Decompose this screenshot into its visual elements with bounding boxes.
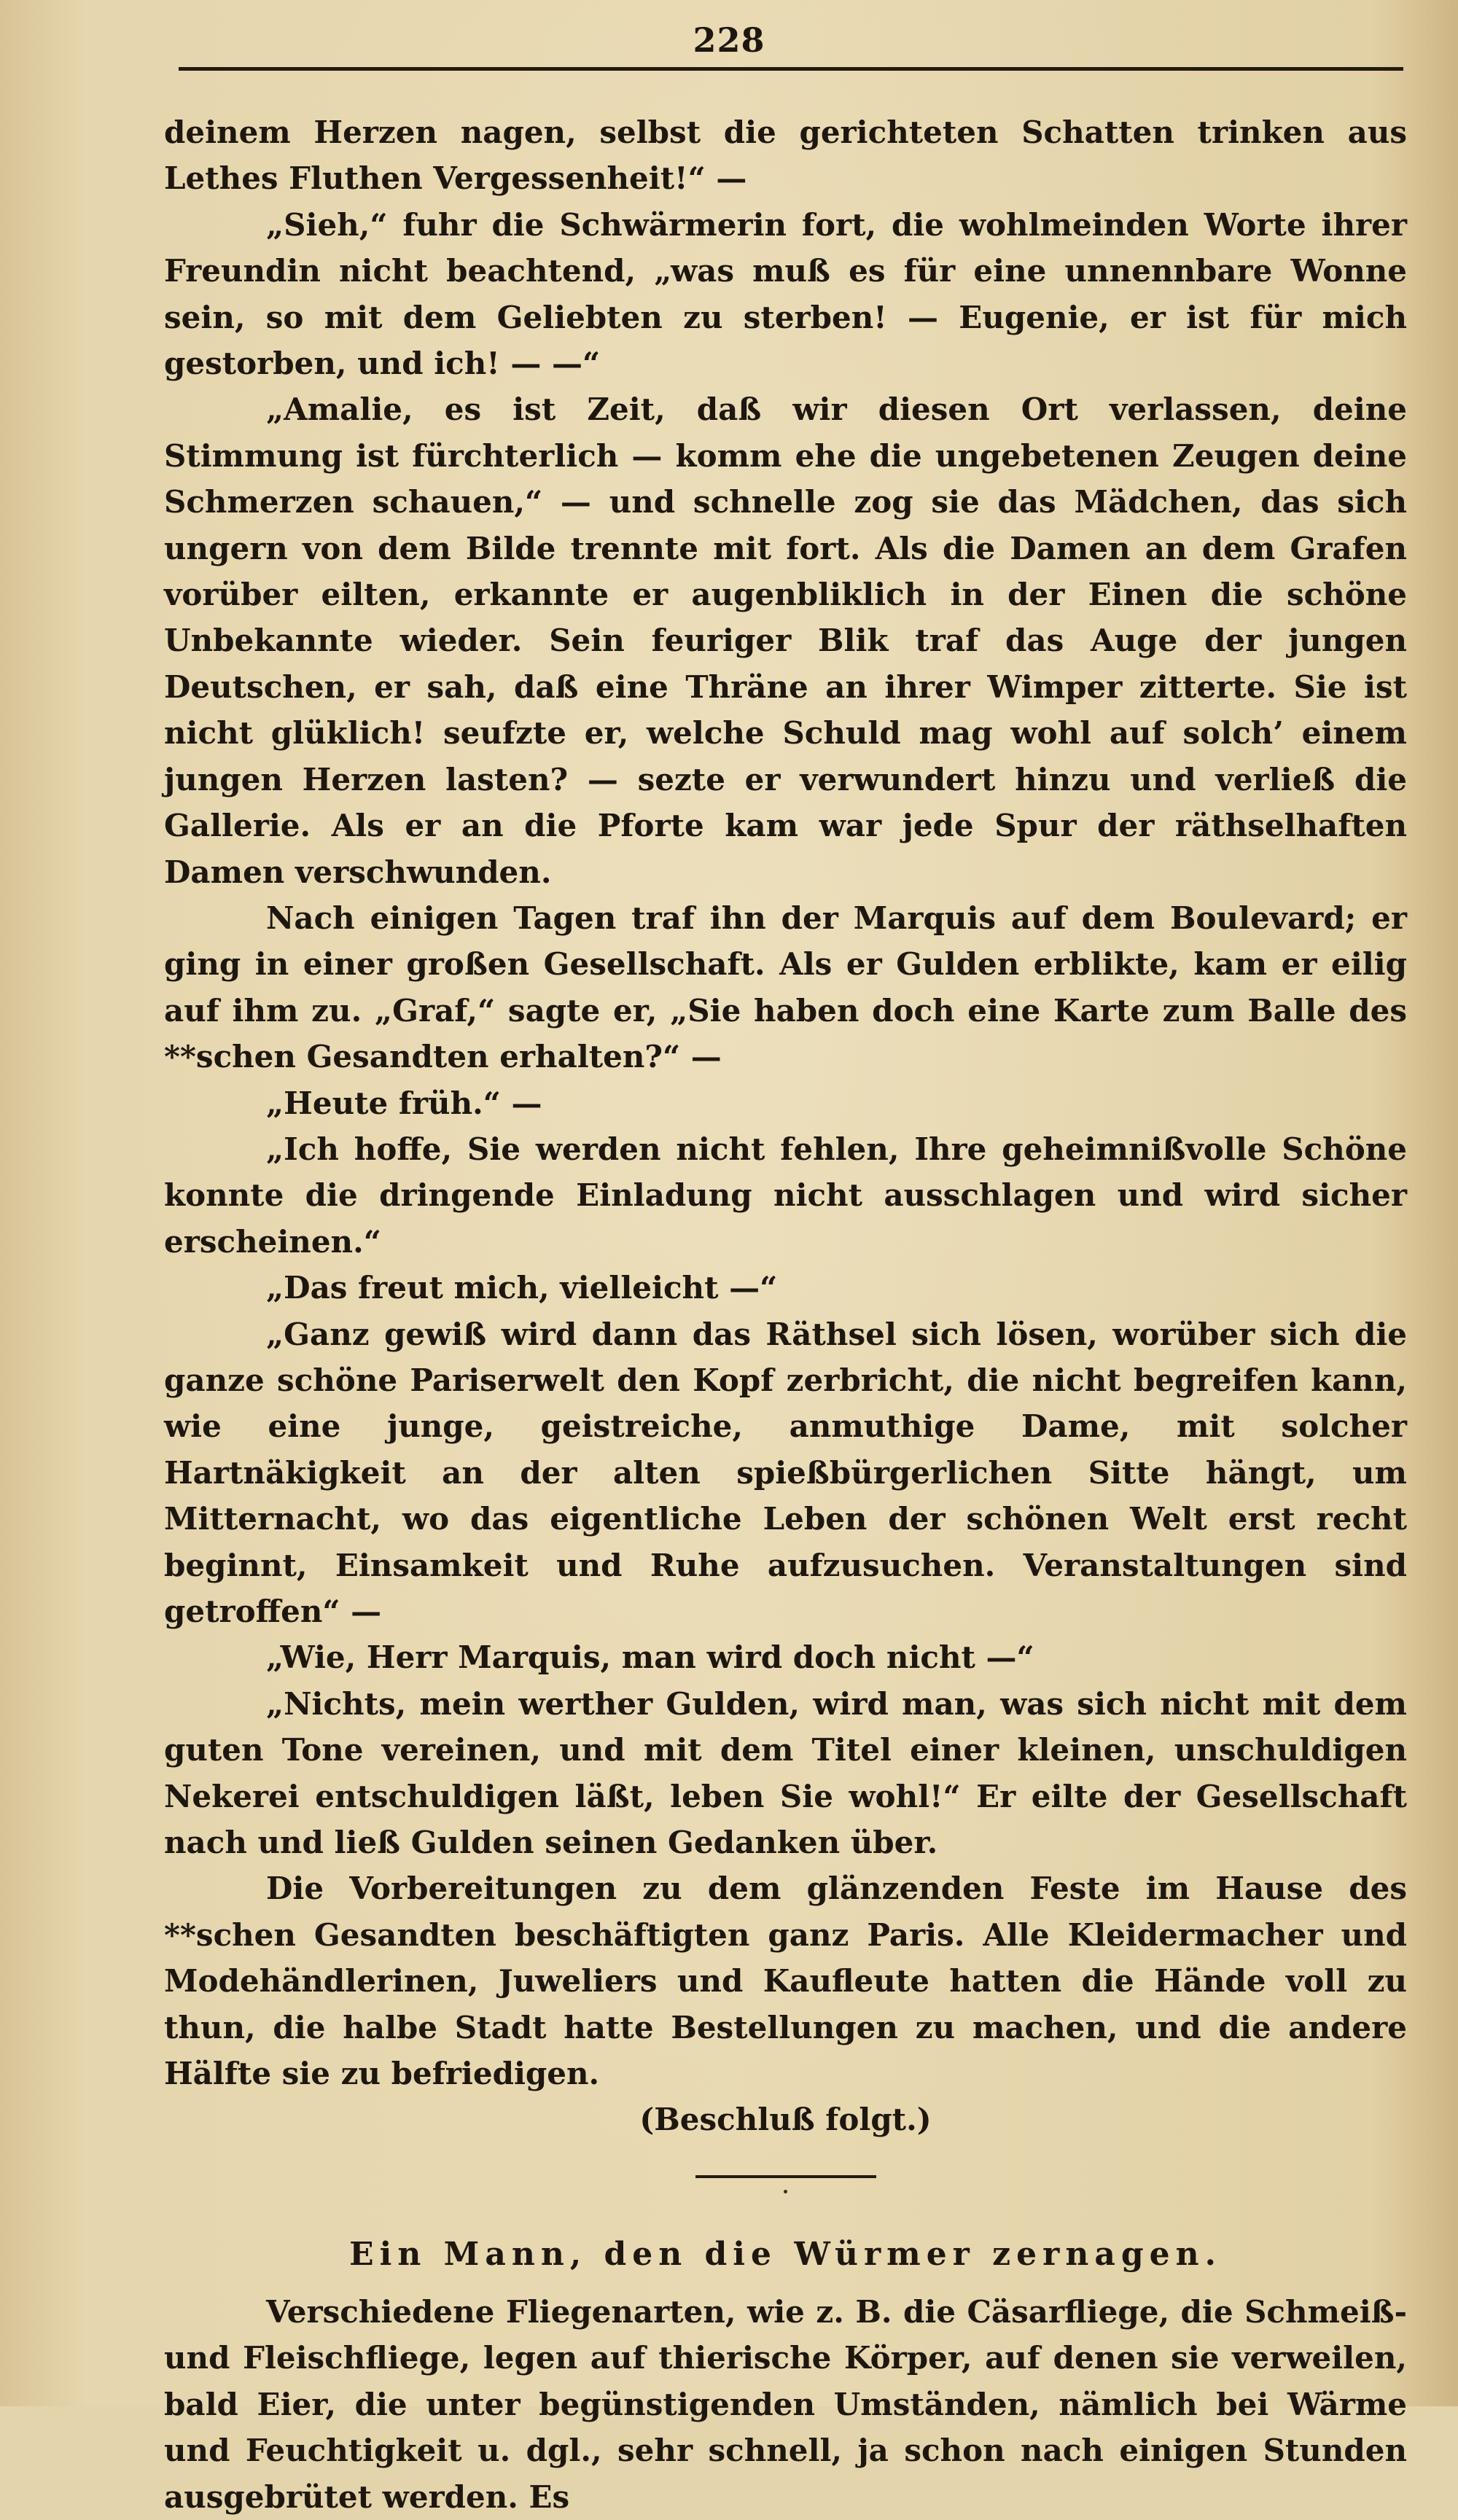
- paragraph-heute-frueh: „Heute früh.“ —: [266, 1085, 542, 1121]
- paragraph-ich-hoffe: „Ich hoffe, Sie werden nicht fehlen, Ihre geheimnißvolle Schöne konnte die dringende Einladung nicht ausschlagen und wird sicher erscheinen.“: [164, 1131, 1407, 1260]
- paragraph-nichts: „Nichts, mein werther Gulden, wird man, was sich nicht mit dem guten Tone vereinen, und mit dem Titel einer kleinen, unschuldigen Nekerei entschuldigen läßt, leben Sie wohl!“ Er eilte der Gesellschaft nach und ließ Gulden seinen Gedanken über.: [164, 1685, 1407, 1861]
- separator-dot: [784, 2190, 787, 2193]
- header-rule: [179, 67, 1403, 71]
- paragraph-continuation: deinem Herzen nagen, selbst die gerichteten Schatten trinken aus Lethes Fluthen Vergessenheit!“ —: [164, 114, 1407, 197]
- section-separator: [695, 2175, 876, 2178]
- paragraph-fliegenarten: Verschiedene Fliegenarten, wie z. B. die Cäsarfliege, die Schmeiß- und Fleischfliege, legen auf thierische Körper, auf denen sie verweilen, bald Eier, die unter begünstigenden Umständen, nämlich bei Wärme und Feuchtigkeit u. dgl., sehr schnell, ja schon nach einigen Stunden ausgebrütet werden. Es: [164, 2293, 1407, 2515]
- paragraph-boulevard: Nach einigen Tagen traf ihn der Marquis auf dem Boulevard; er ging in einer großen Gesellschaft. Als er Gulden erblikte, kam er eilig auf ihm zu. „Graf,“ sagte er, „Sie haben doch eine Karte zum Balle des **schen Gesandten erhalten?“ —: [164, 900, 1407, 1075]
- page-body: [164, 109, 1407, 2520]
- continued-note: (Beschluß folgt.): [639, 2102, 932, 2138]
- page-number: 228: [693, 20, 765, 60]
- paragraph-sieh: „Sieh,“ fuhr die Schwärmerin fort, die wohlmeinden Worte ihrer Freundin nicht beachtend, „was muß es für eine unnennbare Wonne sein, so mit dem Geliebten zu sterben! — Eugenie, er ist für mich gestorben, und ich! — —“: [164, 206, 1407, 382]
- paragraph-vorbereitungen: Die Vorbereitungen zu dem glänzenden Feste im Hause des **schen Gesandten beschäftigten ganz Paris. Alle Kleidermacher und Modehändlerinen, Juweliers und Kaufleute hatten die Hände voll zu thun, die halbe Stadt hatte Bestellungen zu machen, und die andere Hälfte sie zu befriedigen.: [164, 1871, 1407, 2092]
- paragraph-wie-herr-marquis: „Wie, Herr Marquis, man wird doch nicht —“: [266, 1639, 1034, 1676]
- article-title: Ein Mann, den die Würmer zernagen.: [349, 2235, 1222, 2273]
- paragraph-das-freut: „Das freut mich, vielleicht —“: [266, 1270, 778, 1306]
- paragraph-amalie: „Amalie, es ist Zeit, daß wir diesen Ort verlassen, deine Stimmung ist fürchterlich — komm ehe die ungebetenen Zeugen deine Schmerzen schauen,“ — und schnelle zog sie das Mädchen, das sich ungern von dem Bilde trennte mit fort. Als die Damen an dem Grafen vorüber eilten, erkannte er augenbliklich in der Einen die schöne Unbekannte wieder. Sein feuriger Blik traf das Auge der jungen Deutschen, er sah, daß eine Thräne an ihrer Wimper zitterte. Sie ist nicht glüklich! seufzte er, welche Schuld mag wohl auf solch’ einem jungen Herzen lasten? — sezte er verwundert hinzu und verließ die Gallerie. Als er an die Pforte kam war jede Spur der räthselhaften Damen verschwunden.: [164, 391, 1407, 890]
- paragraph-ganz-gewiss: „Ganz gewiß wird dann das Räthsel sich lösen, worüber sich die ganze schöne Pariserwelt den Kopf zerbricht, die nicht begreifen kann, wie eine junge, geistreiche, anmuthige Dame, mit solcher Hartnäkigkeit an der alten spießbürgerlichen Sitte hängt, um Mitternacht, wo das eigentliche Leben der schönen Welt erst recht beginnt, Einsamkeit und Ruhe aufzusuchen. Veranstaltungen sind getroffen“ —: [164, 1316, 1407, 1629]
